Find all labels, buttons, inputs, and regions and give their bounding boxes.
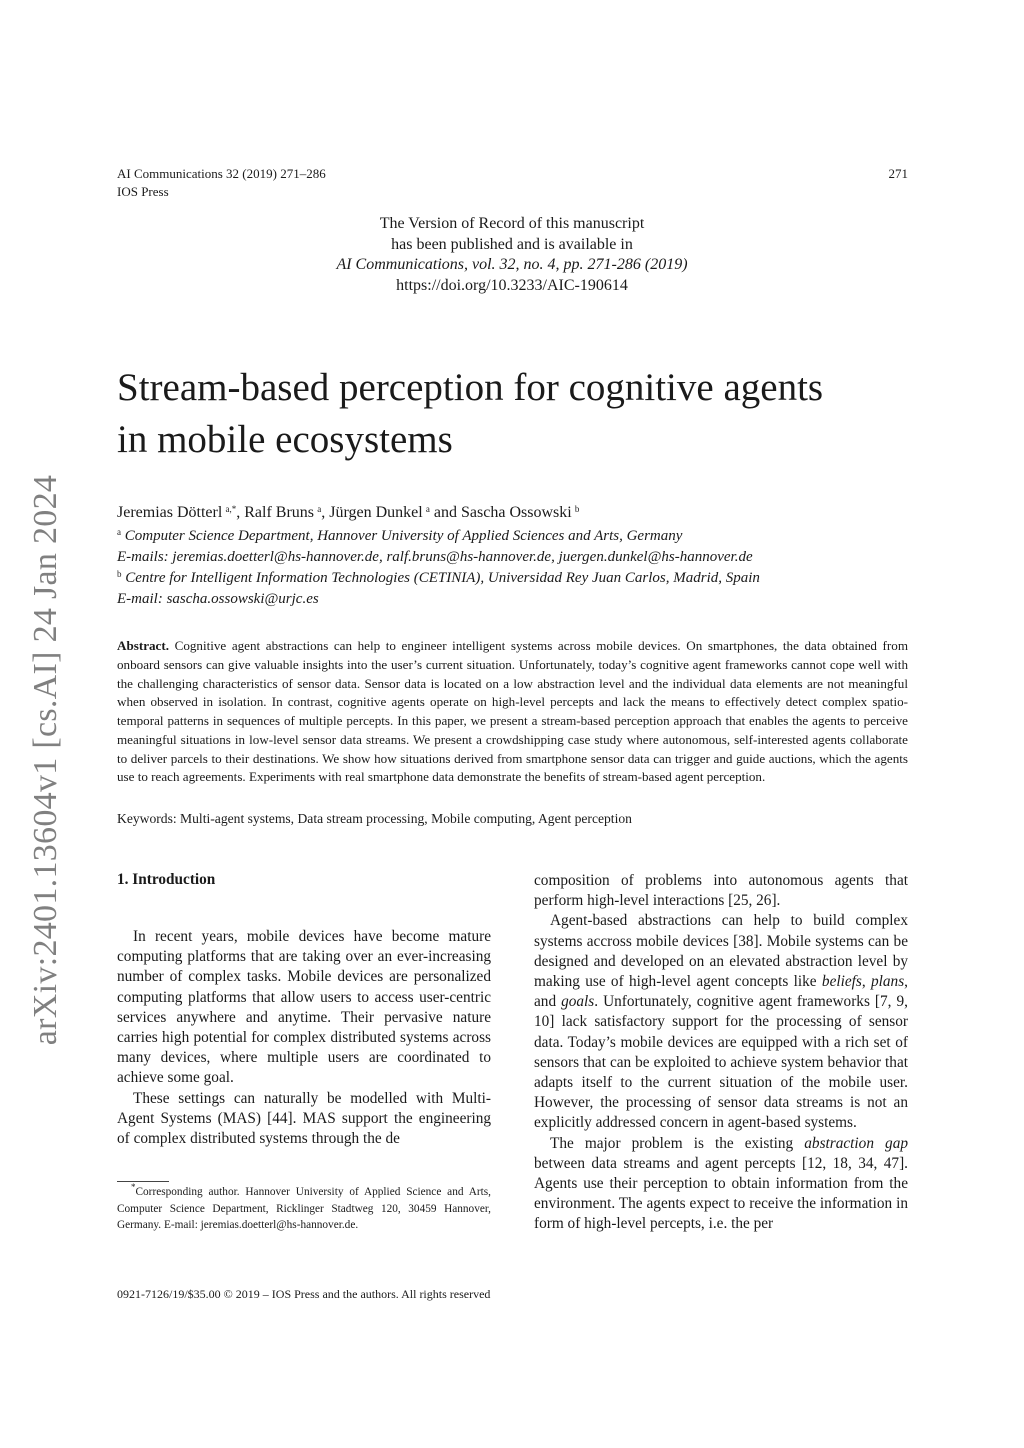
abstract-label: Abstract.	[117, 638, 169, 653]
author-4: and Sascha Ossowski	[429, 504, 572, 521]
affiliations	[117, 526, 760, 610]
affiliation-b-email: E-mail: sascha.ossowski@urjc.es	[117, 591, 319, 607]
p1-text-a: Agent-based abstractions can help to build complex systems accross mobile devices [38]. Mobile systems can be designed and developed on an elevated abstraction level by making use of high-level agent concepts like	[534, 912, 908, 991]
term-abstraction-gap: abstraction gap	[804, 1134, 908, 1152]
affiliation-b-mark: b	[117, 569, 122, 579]
journal-citation: AI Communications 32 (2019) 271–286	[117, 166, 326, 181]
title-line-2: in mobile ecosystems	[117, 418, 453, 461]
affiliation-a	[117, 526, 760, 547]
p1-comma: ,	[861, 973, 872, 991]
running-header	[117, 165, 326, 201]
affiliation-a-emails: E-mails: jeremias.doetterl@hs-hannover.de, ralf.bruns@hs-hannover.de, juergen.dunkel@hs-hannover.de	[117, 549, 753, 565]
footnote	[117, 1184, 491, 1234]
term-goals: goals	[561, 993, 595, 1011]
p1-text-b: . Unfortunately, cognitive agent frameworks [7, 9, 10] lack satisfactory support for the processing of sensor data. Today’s mobile devices are equipped with a rich set of sensors that can be exploited to achieve system behavior that adapts itself to the current situation of the mobile user. However, the processing of sensor data streams is not an explicitly addressed concern in agent-based systems.	[534, 993, 908, 1132]
author-1-affil: a,*	[225, 504, 237, 514]
p2-text-a: The major problem is the existing	[550, 1134, 805, 1152]
publisher-name: IOS Press	[117, 184, 169, 199]
copyright-footer: 0921-7126/19/$35.00 © 2019 – IOS Press and the authors. All rights reserved	[117, 1287, 491, 1301]
vor-line-1: The Version of Record of this manuscript	[379, 215, 645, 232]
author-2: , Ralf Bruns	[236, 504, 315, 521]
abstract	[117, 637, 908, 787]
affiliation-a-text: Computer Science Department, Hannover University of Applied Sciences and Arts, Germany	[121, 528, 683, 544]
p2-text-b: between data streams and agent percepts [12, 18, 34, 47]. Agents use their perception to obtain information from the environment. The agents expect to receive the information in form of high-level percepts, i.e. the per	[534, 1154, 908, 1233]
footnote-mark: *	[131, 1182, 136, 1192]
footnote-text: Corresponding author. Hannover University of Applied Science and Arts, Computer Science Department, Ricklinger Stadtweg 120, 30459 Hannover, Germany. E-mail: jeremias.doetterl@hs-hannover.de.	[117, 1186, 491, 1231]
author-list	[117, 502, 579, 523]
abstract-text: Cognitive agent abstractions can help to engineer intelligent systems across mobile devices. On smartphones, the data obtained from onboard sensors can give valuable insights into the user’s current situation. Unfortunately, today’s cognitive agent frameworks cannot cope well with the challenging characteristics of sensor data. Sensor data is located on a low abstraction level and the individual data elements are not meaningful when observed in isolation. In contrast, cognitive agents operate on high-level percepts and lack the means to effectively detect complex spatio-temporal patterns in sequences of multiple percepts. In this paper, we present a stream-based perception approach that enables the agents to perceive meaningful situations in low-level sensor data streams. We present a crowdshipping case study where autonomous, self-interested agents collaborate to deliver parcels to their destinations. We show how situations derived from smartphone sensor data can trigger and guide auctions, which the agents use to reach agreements. Experiments with real smartphone data demonstrate the benefits of stream-based agent perception.	[117, 638, 908, 785]
author-3: , Jürgen Dunkel	[321, 504, 423, 521]
paper-title	[117, 362, 917, 466]
right-paragraph-2	[534, 1134, 908, 1235]
author-4-affil: b	[574, 504, 580, 514]
affiliation-b-text: Centre for Intelligent Information Technologies (CETINIA), Universidad Rey Juan Carlos, Madrid, Spain	[121, 570, 760, 586]
doi-link[interactable]: https://doi.org/10.3233/AIC-190614	[396, 276, 628, 294]
author-3-affil: a	[425, 504, 430, 514]
version-of-record-notice	[0, 214, 1024, 296]
intro-paragraph-1: In recent years, mobile devices have become mature computing platforms that are taking over an ever-increasing number of complex tasks. Mobile devices are personalized computing platforms that allow users to access user-centric services anywhere and anytime. Their pervasive nature carries high potential for complex distributed systems across many devices, where multiple users are coordinated to achieve some goal.	[117, 928, 491, 1087]
right-paragraph-1	[534, 911, 908, 1133]
page-number: 271	[888, 166, 908, 181]
footnote-rule	[117, 1181, 169, 1182]
p1-and: , and	[534, 973, 908, 1011]
vor-citation: AI Communications, vol. 32, no. 4, pp. 271-286 (2019)	[336, 256, 688, 273]
title-line-1: Stream-based perception for cognitive agents	[117, 366, 824, 409]
section-heading-introduction: 1. Introduction	[117, 871, 216, 888]
term-plans: plans	[871, 973, 905, 991]
keywords: Keywords: Multi-agent systems, Data stream processing, Mobile computing, Agent perception	[117, 811, 632, 826]
affiliation-a-mark: a	[117, 527, 121, 537]
intro-paragraph-2: These settings can naturally be modelled with Multi-Agent Systems (MAS) [44]. MAS support the engineering of complex distributed systems through the de	[117, 1089, 491, 1148]
left-column	[117, 927, 491, 1149]
right-column	[534, 871, 908, 1235]
right-paragraph-0: composition of problems into autonomous agents that perform high-level interactions [25, 26].	[534, 872, 908, 910]
arxiv-identifier[interactable]: arXiv:2401.13604v1 [cs.AI] 24 Jan 2024	[27, 474, 64, 1046]
author-1: Jeremias Dötterl	[117, 504, 223, 521]
vor-line-2: has been published and is available in	[391, 235, 633, 253]
author-2-affil: a	[317, 504, 322, 514]
affiliation-b	[117, 568, 760, 589]
term-beliefs: beliefs	[821, 973, 862, 991]
